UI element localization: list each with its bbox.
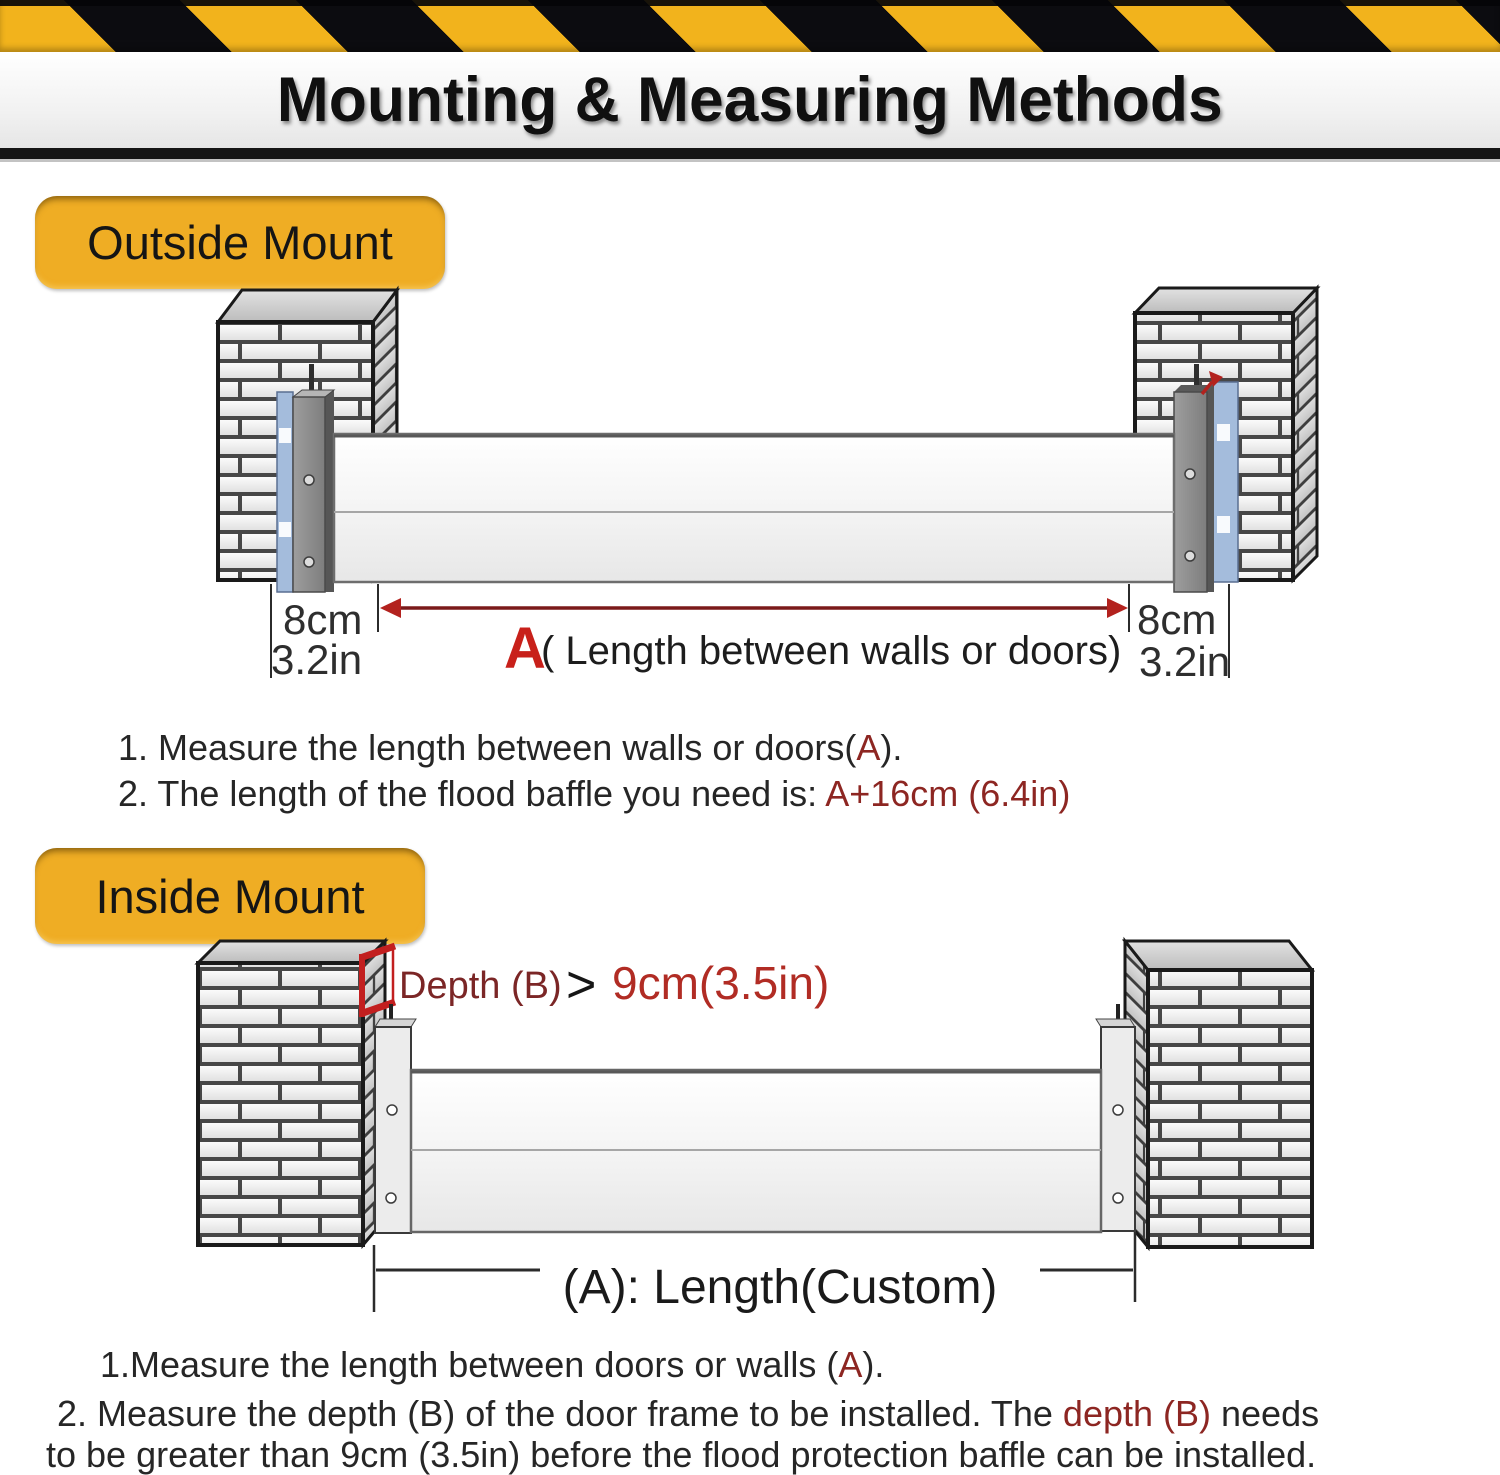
span-label-letter: A <box>504 616 546 681</box>
left-offset-inch: 3.2in <box>271 636 363 683</box>
screw-hole <box>304 557 314 567</box>
seal-strip <box>1212 382 1238 582</box>
inside-mount-badge: Inside Mount <box>35 848 425 944</box>
outside-mount-badge: Outside Mount <box>35 196 445 289</box>
inside-mount-diagram <box>198 941 1312 1314</box>
depth-label-value: 9cm(3.5in) <box>612 957 830 1009</box>
screw-hole <box>387 1105 397 1115</box>
inside-barrier <box>411 1070 1101 1232</box>
screw-hole <box>1113 1105 1123 1115</box>
outside-right-bracket <box>1174 364 1238 592</box>
depth-label-prefix: Depth (B) <box>399 965 562 1007</box>
screw-hole <box>1185 469 1195 479</box>
screw-hole <box>386 1193 396 1203</box>
length-arrow <box>380 598 1128 618</box>
right-offset-cm: 8cm <box>1137 596 1217 643</box>
length-label: (A): Length(Custom) <box>562 1261 998 1314</box>
inside-step-1: 1.Measure the length between doors or walls (A). <box>100 1344 885 1385</box>
left-offset-cm: 8cm <box>283 596 363 643</box>
inside-step-2: 2. Measure the depth (B) of the door frame to be installed. The depth (B) needs <box>57 1393 1320 1434</box>
outside-step-1: 1. Measure the length between walls or doors(A). <box>118 727 903 768</box>
inside-left-pillar <box>198 941 385 1245</box>
depth-label-gt: > <box>566 956 597 1014</box>
outside-barrier <box>334 434 1174 582</box>
seal-strip <box>277 392 293 592</box>
page-title: Mounting & Measuring Methods <box>277 65 1223 135</box>
outside-mount-diagram <box>218 288 1317 685</box>
screw-hole <box>1113 1193 1123 1203</box>
screw-hole <box>304 475 314 485</box>
outside-left-bracket <box>277 364 334 592</box>
span-label-text: ( Length between walls or doors) <box>541 629 1122 673</box>
right-offset-inch: 3.2in <box>1139 638 1231 685</box>
outside-step-2: 2. The length of the flood baffle you need is: A+16cm (6.4in) <box>118 773 1071 814</box>
screw-hole <box>1185 551 1195 561</box>
inside-step-2-continued: to be greater than 9cm (3.5in) before the flood protection baffle can be installed. <box>46 1434 1317 1475</box>
inside-right-pillar <box>1125 941 1312 1247</box>
